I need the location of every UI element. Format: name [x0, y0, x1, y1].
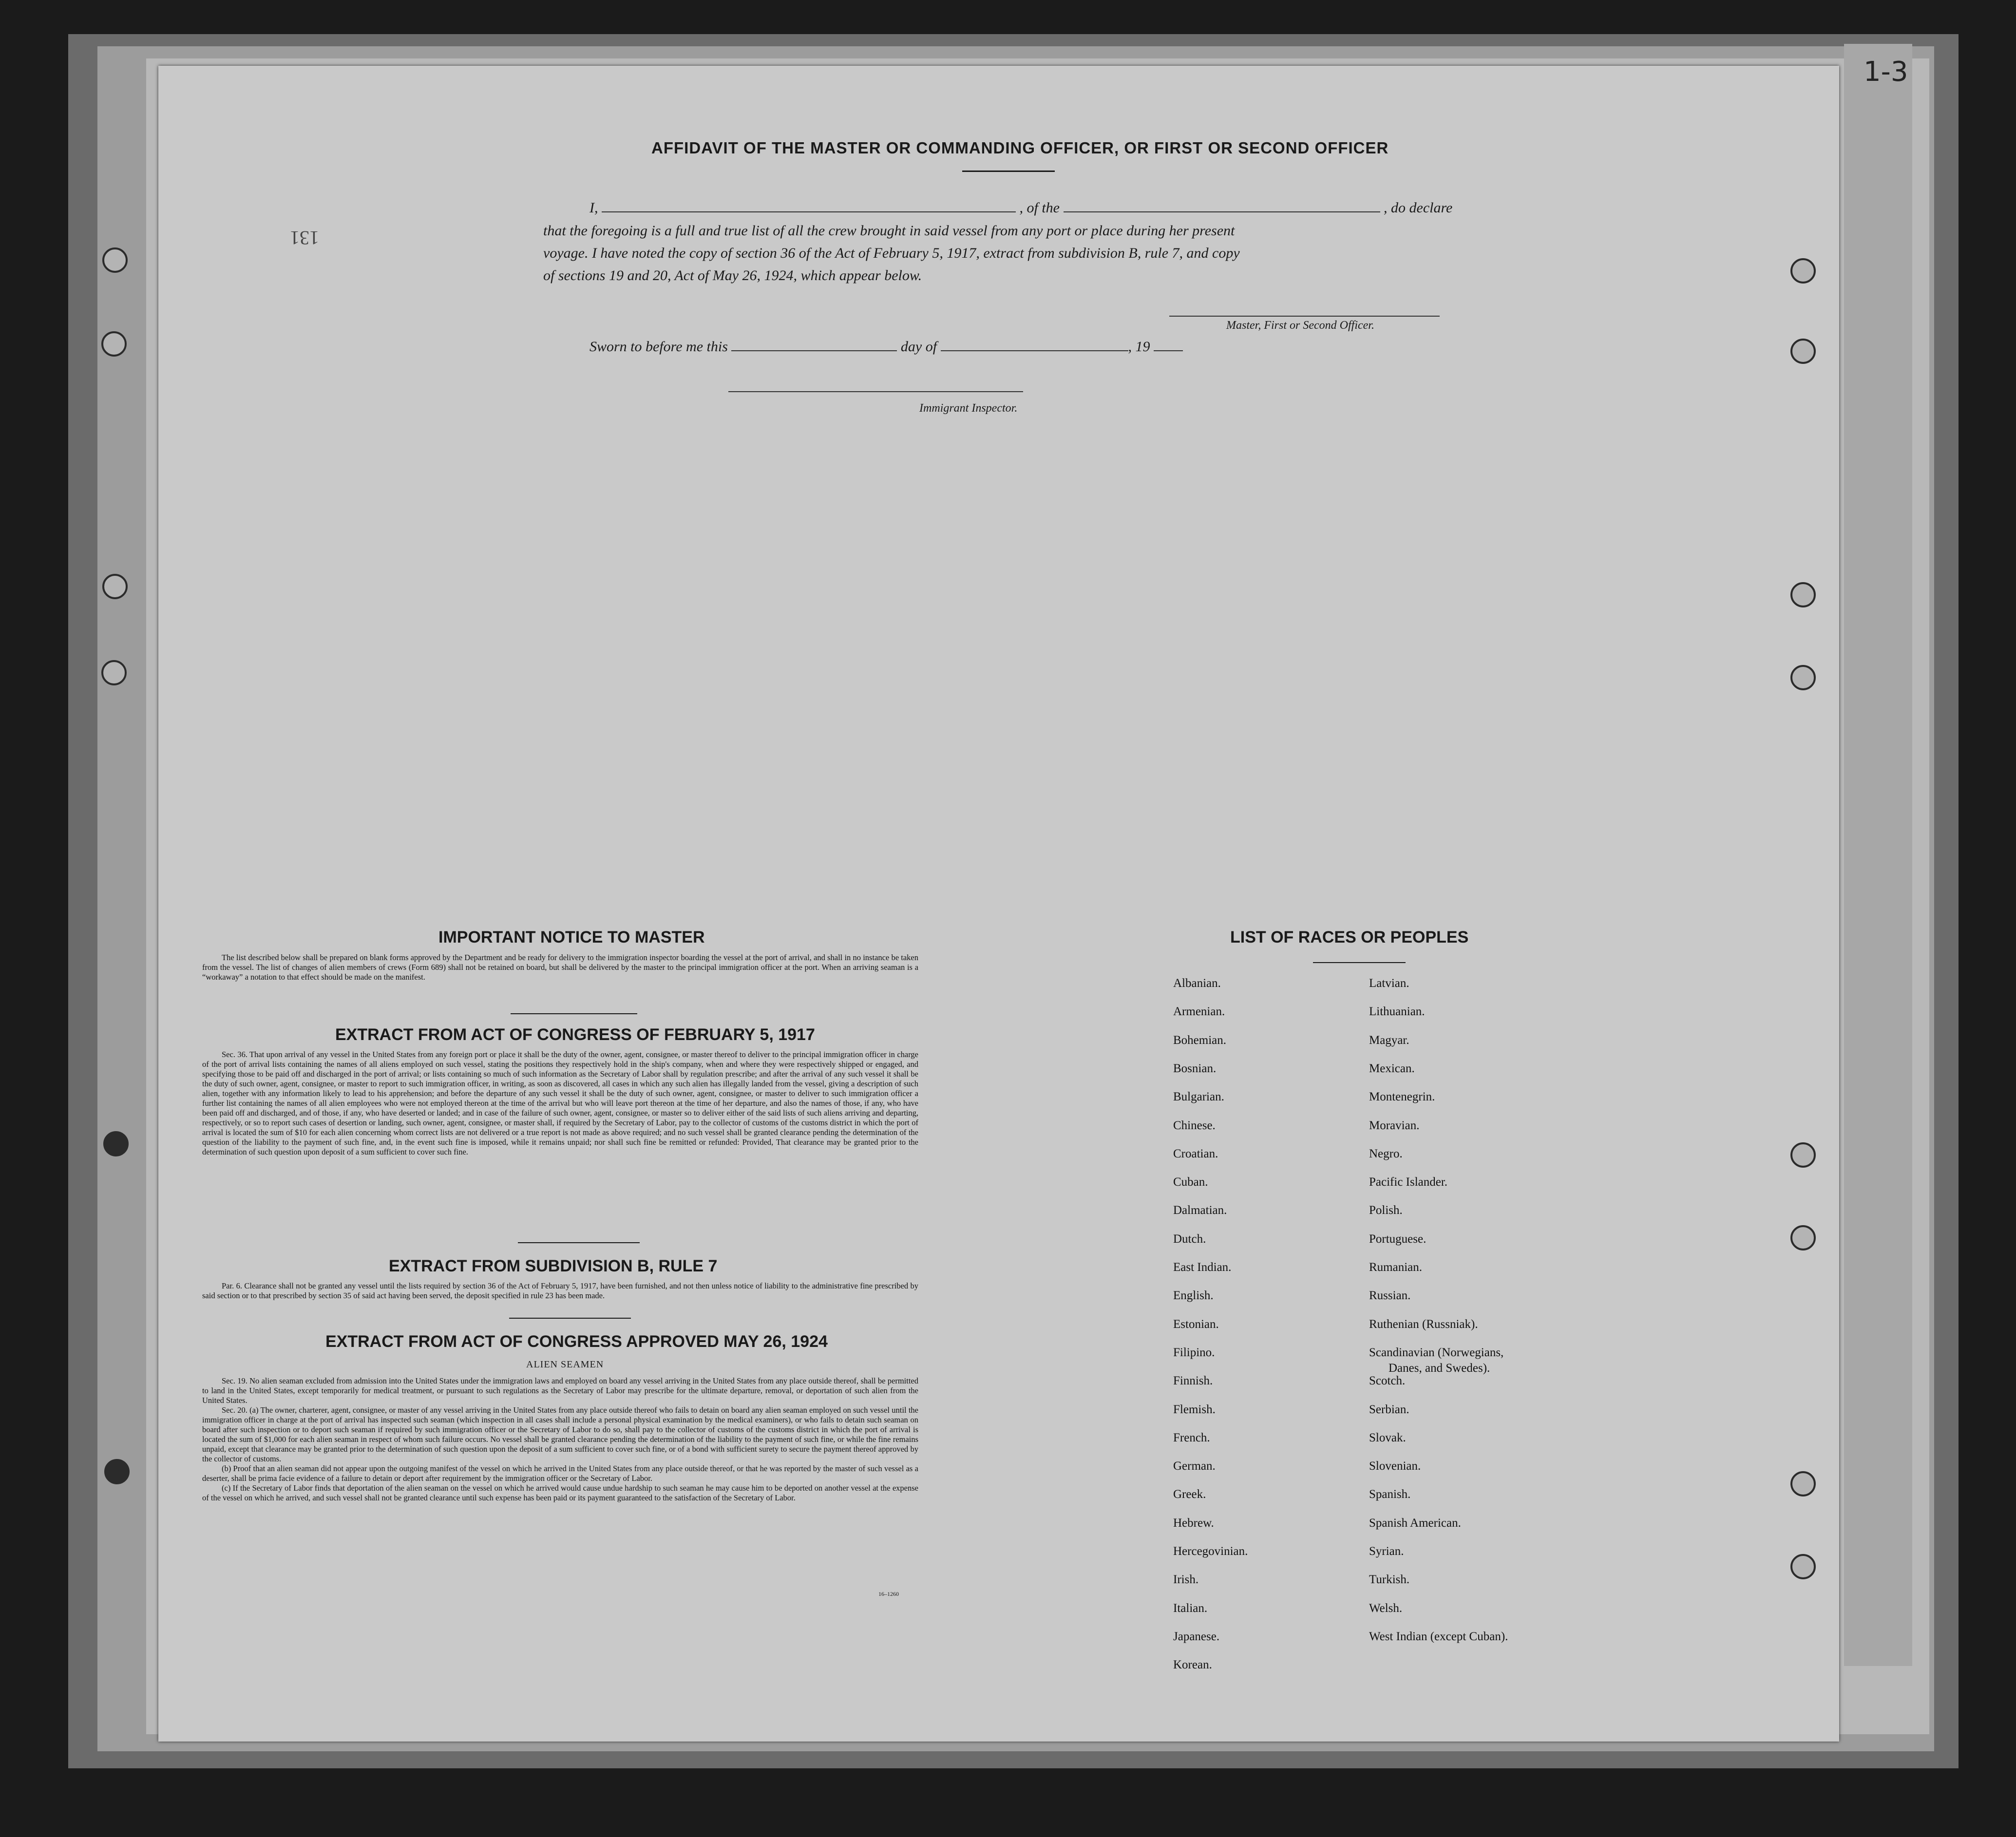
race-item: Albanian.: [1173, 977, 1221, 990]
inspector-signature-line[interactable]: [728, 391, 1023, 392]
affidavit-line-3: voyage. I have noted the copy of section 36 of the Act of February 5, 1917, extract from subdivision B, rule 7, and copy: [543, 245, 1240, 261]
race-item: Ruthenian (Russniak).: [1369, 1317, 1478, 1331]
extract1-paragraph: Sec. 36. That upon arrival of any vessel in the United States from any foreign port or place it shall be the duty of the owner, agent, consignee, or master thereof to deliver to the principal immigration officer in charge of the port of arrival lists containing the names of all aliens employed on such vessel, stating the positions they respectively hold in the ship's company, when and where they were respectively shipped or engaged, and specifying those to be paid off and discharged in the port of arrival; or lists containing so much of such information as the Secretary of Labor shall by regulation prescribe; and after the arrival of any such vessel it shall be the duty of such owner, agent, consignee, or master to report to such immigration officer, in writing, as soon as discovered, all cases in which any such alien has illegally landed from the vessel, giving a description of such alien, together with any information likely to lead to his apprehension; and before the departure of any such vessel it shall be the duty of such owner, agent, consignee, or master to deliver to such immigration officer a further list containing the names of all alien employees who were not employed thereon at the time of the arrival but who will leave port thereon at the time of her departure, and also the names of those, if any, who have been paid off and discharged, and of those, if any, who have deserted or landed; and in case of the failure of such owner, agent, consignee, or master so to deliver either of the said lists of such aliens arriving and departing, respectively, or so to report such cases of desertion or landing, such owner, agent, consignee, or master shall, if required by the Secretary of Labor, pay to the collector of customs of the customs district in which the port of arrival is located the sum of $10 for each alien concerning whom correct lists are not delivered or a true report is not made as above required; and no such vessel shall be granted clearance pending the determination of the question of the liability to the payment of such fine, and, in the event such fine is imposed, while it remains unpaid; nor shall such fine be remitted or refunded: Provided, That clearance may be granted prior to the determination of such question upon deposit of a sum sufficient to cover such fine.: [202, 1050, 918, 1156]
binder-hole-icon: [1790, 258, 1816, 284]
race-item: Spanish American.: [1369, 1516, 1461, 1530]
race-item: Slovenian.: [1369, 1459, 1421, 1473]
affidavit-of-the: , of the: [1019, 200, 1060, 216]
binder-hole-icon: [1790, 1554, 1816, 1579]
affidavit-page: [158, 66, 1839, 1742]
affidavit-title: AFFIDAVIT OF THE MASTER OR COMMANDING OFFICER, OR FIRST OR SECOND OFFICER: [651, 139, 1389, 157]
race-item: Hercegovinian.: [1173, 1545, 1248, 1558]
sworn-date-blank[interactable]: [731, 350, 897, 351]
binder-hole-icon: [1790, 339, 1816, 364]
extract2-title: EXTRACT FROM SUBDIVISION B, RULE 7: [389, 1257, 718, 1275]
month-blank[interactable]: [941, 350, 1128, 351]
divider: [518, 1242, 640, 1243]
extract1-body: [202, 1050, 918, 1157]
binder-hole-icon: [1790, 1471, 1816, 1496]
race-item: Greek.: [1173, 1488, 1206, 1501]
race-item: Japanese.: [1173, 1629, 1220, 1643]
affidavit-declare: , do declare: [1384, 200, 1453, 216]
notice-title: IMPORTANT NOTICE TO MASTER: [438, 928, 705, 947]
binder-hole-icon: [104, 1459, 130, 1484]
year-blank[interactable]: [1154, 350, 1183, 351]
race-item: Mexican.: [1369, 1061, 1415, 1075]
race-item: Syrian.: [1369, 1545, 1404, 1558]
stamp-number: 131: [290, 227, 319, 249]
sworn-label: Sworn to before me this: [590, 339, 728, 355]
race-item: Scotch.: [1369, 1374, 1406, 1388]
race-item: English.: [1173, 1289, 1214, 1303]
race-item: Bosnian.: [1173, 1061, 1217, 1075]
race-item: Slovak.: [1369, 1431, 1406, 1444]
affidavit-line-4: of sections 19 and 20, Act of May 26, 1924, which appear below.: [543, 267, 922, 284]
binder-hole-icon: [1790, 665, 1816, 690]
race-item: Russian.: [1369, 1289, 1411, 1303]
master-label: Master, First or Second Officer.: [1226, 319, 1374, 332]
race-item: Negro.: [1369, 1147, 1403, 1160]
race-item: Scandinavian (Norwegians,: [1369, 1345, 1504, 1359]
signature-line[interactable]: [1169, 316, 1440, 317]
notice-body: [202, 953, 918, 982]
sec20b-paragraph: (b) Proof that an alien seaman did not appear upon the outgoing manifest of the vessel on which he arrived in the United States from any place outside thereof, or that he was reported by the master of such vessel as a deserter, shall be prima facie evidence of a failure to detain or deport after requirement by the immigration officer or the Secretary of Labor.: [202, 1464, 918, 1483]
name-blank[interactable]: [602, 211, 1016, 212]
race-item: Chinese.: [1173, 1118, 1216, 1132]
sec19-paragraph: Sec. 19. No alien seaman excluded from admission into the United States under the immigration laws and employed on board any vessel arriving in the United States from any place outside thereof, shall be permitted to land in the United States, except temporarily for medical treatment, or pursuant to such regulations as the Secretary of Labor may prescribe for the ultimate departure, removal, or deportation of such alien from the United States.: [202, 1376, 918, 1405]
affidavit-line-2: that the foregoing is a full and true list of all the crew brought in said vessel from any port or place during her present: [543, 223, 1235, 239]
race-item: Magyar.: [1369, 1033, 1409, 1047]
race-item: Turkish.: [1369, 1573, 1410, 1587]
race-item: French.: [1173, 1431, 1210, 1444]
race-item: Montenegrin.: [1369, 1090, 1435, 1104]
race-item: Korean.: [1173, 1658, 1212, 1672]
races-title: LIST OF RACES OR PEOPLES: [1230, 928, 1469, 947]
sec20c-paragraph: (c) If the Secretary of Labor finds that deportation of the alien seaman on the vessel on which he arrived would cause undue hardship to such seaman he may cause him to be deported on another vessel at the expense of the vessel on which he arrived, and such vessel shall not be granted clearance until such expense has been paid or its payment guaranteed to the satisfaction of the Secretary of Labor.: [202, 1483, 918, 1502]
race-item: Serbian.: [1369, 1402, 1409, 1416]
binder-hole-icon: [1790, 1142, 1816, 1168]
race-item: Irish.: [1173, 1573, 1199, 1587]
race-item: Cuban.: [1173, 1175, 1208, 1189]
affidavit-i: I,: [590, 200, 598, 216]
form-number: 16–1260: [878, 1591, 899, 1597]
binder-hole-icon: [1790, 582, 1816, 607]
divider: [509, 1318, 631, 1319]
binder-hole-icon: [101, 660, 127, 685]
vessel-blank[interactable]: [1064, 211, 1380, 212]
binder-hole-icon: [1790, 1225, 1816, 1250]
race-item: Armenian.: [1173, 1005, 1225, 1019]
divider: [511, 1013, 637, 1014]
binder-hole-icon: [102, 574, 128, 599]
race-item: East Indian.: [1173, 1261, 1232, 1274]
race-item: Bohemian.: [1173, 1033, 1227, 1047]
race-item: German.: [1173, 1459, 1216, 1473]
race-item: Hebrew.: [1173, 1516, 1214, 1530]
inspector-label: Immigrant Inspector.: [919, 402, 1018, 415]
race-item: Portuguese.: [1369, 1232, 1426, 1246]
notice-paragraph: The list described below shall be prepared on blank forms approved by the Department and be ready for delivery to the immigration inspector boarding the vessel at the port of arrival, and shall in no instance be taken from the vessel. The list of changes of alien members of crews (Form 689) shall not be retained on board, but shall be delivered by the master to the principal immigration officer at the port. When an arriving seaman is a “workaway” a notation to that effect should be made on the manifest.: [202, 953, 918, 982]
extract2-paragraph: Par. 6. Clearance shall not be granted any vessel until the lists required by section 36 of the Act of February 5, 1917, have been furnished, and not then unless notice of liability to the administrative fine prescribed by said section or to that prescribed by section 35 of said act having been served, the deposit specified in rule 23 has been made.: [202, 1281, 918, 1300]
extract3-body: [202, 1376, 918, 1503]
race-item: Latvian.: [1369, 977, 1409, 990]
race-item: Lithuanian.: [1369, 1005, 1425, 1019]
race-item: Welsh.: [1369, 1601, 1403, 1615]
binder-hole-icon: [102, 247, 128, 273]
sworn-line: [590, 339, 1183, 355]
day-of-label: day of: [900, 339, 937, 355]
extract3-title: EXTRACT FROM ACT OF CONGRESS APPROVED MAY 26, 1924: [325, 1332, 828, 1351]
race-item: Flemish.: [1173, 1402, 1216, 1416]
extract2-body: [202, 1281, 918, 1301]
corner-note: 1-3: [1864, 56, 1908, 88]
race-item: Estonian.: [1173, 1317, 1219, 1331]
title-rule: [962, 170, 1055, 172]
binder-hole-icon: [101, 331, 127, 357]
binder-hole-icon: [103, 1131, 129, 1156]
page-edge: [1844, 44, 1912, 1666]
race-item: Bulgarian.: [1173, 1090, 1224, 1104]
race-item: Dalmatian.: [1173, 1204, 1227, 1217]
year-label: , 19: [1128, 339, 1150, 355]
race-item: Croatian.: [1173, 1147, 1218, 1160]
race-item: Polish.: [1369, 1204, 1403, 1217]
race-item: Italian.: [1173, 1601, 1208, 1615]
race-item: Dutch.: [1173, 1232, 1206, 1246]
race-item: Danes, and Swedes).: [1388, 1361, 1490, 1375]
race-item: Spanish.: [1369, 1488, 1411, 1501]
race-item: Finnish.: [1173, 1374, 1213, 1388]
extract1-title: EXTRACT FROM ACT OF CONGRESS OF FEBRUARY 5, 1917: [335, 1025, 815, 1044]
affidavit-line-1: [590, 200, 1452, 216]
race-item: Rumanian.: [1369, 1261, 1423, 1274]
race-item: Filipino.: [1173, 1345, 1215, 1359]
race-item: West Indian (except Cuban).: [1369, 1629, 1508, 1643]
sec20a-paragraph: Sec. 20. (a) The owner, charterer, agent, consignee, or master of any vessel arriving in the United States from any place outside thereof who fails to detain on board any alien seaman employed on such vessel until the immigration officer in charge at the port of arrival has inspected such seaman (which inspection in all cases shall include a personal physical examination by the medical examiners), or who fails to detain such seaman on board after such inspection or to deport such seaman if required by such immigration officer or the Secretary of Labor to do so, shall pay to the collector of customs of the customs district in which the port of arrival is located the sum of $1,000 for each alien seaman in respect of whom such failure occurs. No vessel shall be granted clearance pending the determination of the liability to the payment of such fine, or while the fine remains unpaid, except that clearance may be granted prior to the determination of such question upon the deposit of a sum sufficient to cover such fine, or of a bond with sufficient surety to secure the payment thereof approved by the collector of customs.: [202, 1405, 918, 1463]
extract3-subtitle: ALIEN SEAMEN: [526, 1359, 604, 1370]
race-item: Pacific Islander.: [1369, 1175, 1448, 1189]
divider: [1313, 962, 1406, 963]
race-item: Moravian.: [1369, 1118, 1420, 1132]
